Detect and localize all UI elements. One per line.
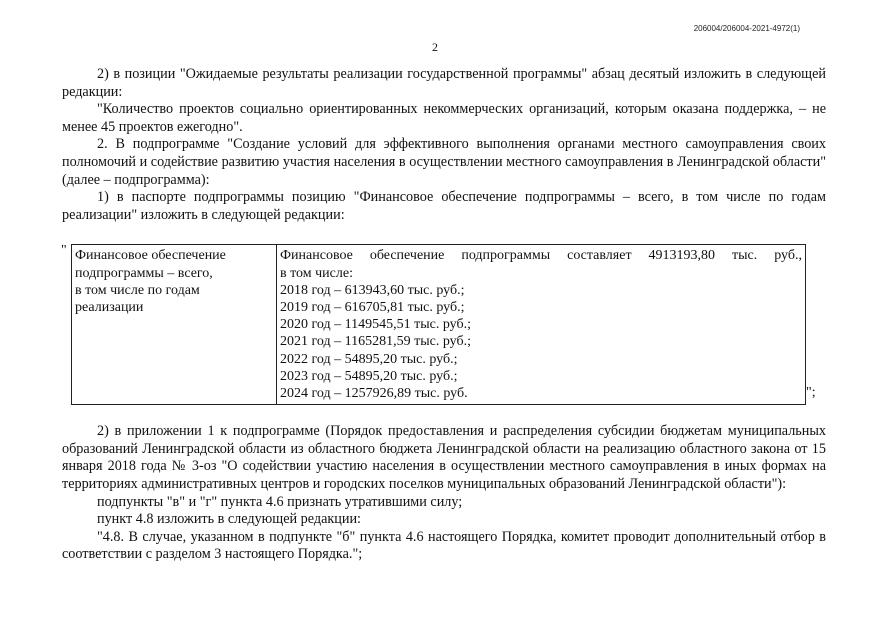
year-line-2022: 2022 год – 54895,20 тыс. руб.;: [280, 351, 458, 367]
paragraph-subpoints-void: подпункты "в" и "г" пункта 4.6 признать утратившими силу;: [97, 493, 463, 510]
paragraph-passport: 1) в паспорте подпрограммы позицию "Финансовое обеспечение подпрограммы – всего, в том числе по годам реализации" изложить в следующей редакции:: [62, 189, 826, 223]
table-row: [72, 245, 806, 405]
paragraph-point-48: пункт 4.8 изложить в следующей редакции:: [97, 511, 361, 528]
page-number: 2: [432, 40, 438, 54]
paragraph-appendix: 2) в приложении 1 к подпрограмме (Порядок предоставления и распределения субсидии бюджетам муниципальных образований Ленинградской области из областного бюджета Ленинградской области на реализацию областного закона от 15 января 2018 года № 3-оз "О содействии участию населения в осуществлении местного самоуправления в иных формах на территориях административных центров и городских поселков муниципальных образований Ленинградской области"):: [62, 423, 826, 492]
table-open-quote: ": [61, 243, 67, 259]
paragraph-point-48-text: "4.8. В случае, указанном в подпункте "б" пункта 4.6 настоящего Порядка, комитет проводит дополнительный отбор в соответствии с разделом 3 настоящего Порядка.";: [62, 528, 826, 563]
label-line: подпрограммы – всего,: [75, 265, 213, 281]
year-line-2021: 2021 год – 1165281,59 тыс. руб.;: [280, 334, 471, 350]
financing-table: [71, 244, 806, 405]
document-body: [62, 66, 826, 564]
year-line-2020: 2020 год – 1149545,51 тыс. руб.;: [280, 317, 471, 333]
table-close-quote: ";: [806, 385, 816, 401]
year-line-2024: 2024 год – 1257926,89 тыс. руб.: [280, 385, 468, 401]
paragraph-projects-count: "Количество проектов социально ориентированных некоммерческих организаций, которым оказана поддержка, – не менее 45 проектов ежегодно".: [62, 101, 826, 135]
label-line: в том числе по годам: [75, 282, 200, 298]
financing-table-block: [62, 244, 826, 405]
year-line-2023: 2023 год – 54895,20 тыс. руб.;: [280, 368, 458, 384]
document-id: 206004/206004-2021-4972(1): [693, 24, 800, 33]
label-line: Финансовое обеспечение: [75, 248, 226, 264]
paragraph-expected-results: 2) в позиции "Ожидаемые результаты реализации государственной программы" абзац десятый изложить в следующей редакции:: [62, 66, 826, 100]
year-line-2018: 2018 год – 613943,60 тыс. руб.;: [280, 282, 465, 298]
label-line: реализации: [75, 299, 144, 315]
financing-subtitle: в том числе:: [280, 265, 353, 281]
financing-label-cell: [72, 245, 277, 405]
year-line-2019: 2019 год – 616705,81 тыс. руб.;: [280, 299, 465, 315]
financing-total: Финансовое обеспечение подпрограммы составляет 4913193,80 тыс. руб.,: [280, 248, 802, 264]
paragraph-subprogram: 2. В подпрограмме "Создание условий для эффективного выполнения органами местного самоуправления своих полномочий и содействие развитию участия населения в осуществлении местного самоуправления в Ленинградской области" (далее – подпрограмма):: [62, 136, 826, 188]
financing-value-cell: [277, 245, 806, 405]
